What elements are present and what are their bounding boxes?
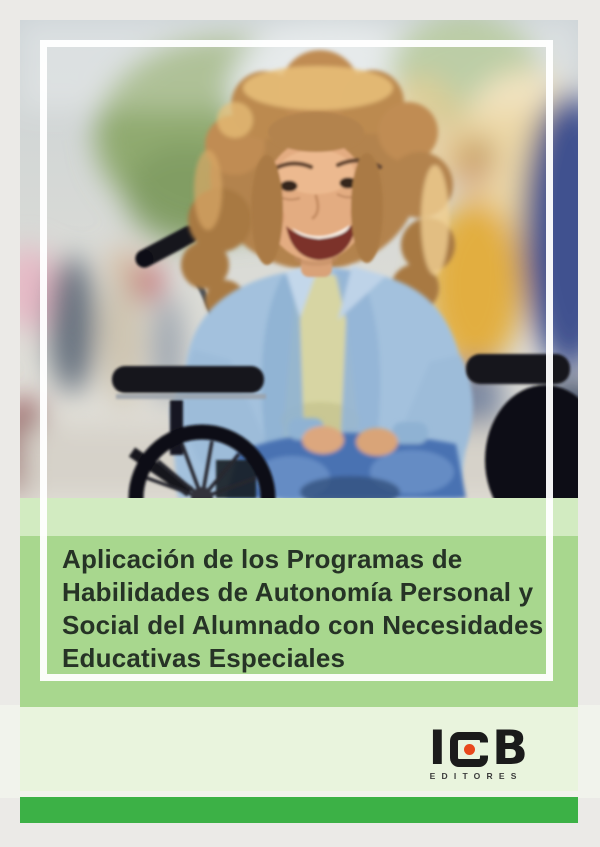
book-title-line-1: Aplicación de los Programas de [62,544,463,574]
logo-letter-i: I [428,721,447,776]
bottom-green-bar [20,797,578,823]
publisher-tagline: EDITORES [429,771,523,781]
logo-letter-b: B [492,721,528,776]
book-title-line-4: Educativas Especiales [62,643,346,673]
publisher-band [20,707,578,791]
cover-photo [20,20,578,498]
logo-c-mark-icon [450,732,488,767]
title-band [20,536,578,707]
light-green-strip [20,498,578,536]
cover-photo-illustration [20,20,578,498]
logo-red-dot-icon [464,744,475,755]
book-title [20,536,578,675]
book-title-line-2: Habilidades de Autonomía Personal y [62,577,534,607]
publisher-logo [428,721,528,781]
book-title-line-3: Social del Alumnado con Necesidades [62,610,544,640]
